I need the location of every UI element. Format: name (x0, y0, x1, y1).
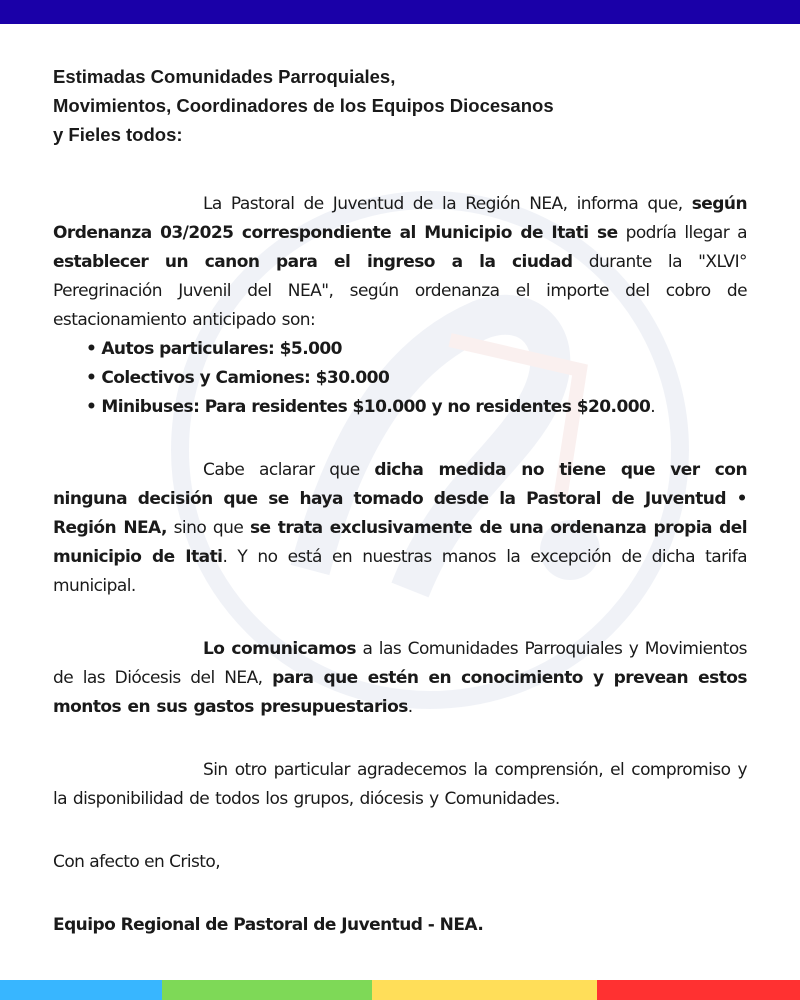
bullet-icon: • (86, 339, 97, 359)
salutation (53, 62, 747, 149)
fee-text: Colectivos y Camiones: $30.000 (101, 368, 390, 388)
text-span: La Pastoral de Juventud de la Región NEA, informa que, (203, 194, 683, 214)
text-span: a las Comunidades Parroquiales y Movimientos de las Diócesis del NEA, (53, 639, 747, 688)
text-span: . Y no está en nuestras manos la excepción de dicha tarifa municipal. (53, 547, 747, 596)
letter-body (53, 62, 747, 940)
footer-color-bar (0, 980, 800, 1000)
footer-segment-blue (0, 980, 162, 1000)
footer-segment-yellow (372, 980, 597, 1000)
fee-trail: . (650, 397, 656, 417)
text-span: Cabe aclarar que (203, 460, 360, 480)
fee-list (53, 335, 747, 422)
footer-segment-red (597, 980, 800, 1000)
header-color-bar (0, 0, 800, 24)
fee-item (86, 335, 747, 364)
bold-text: para que estén en conocimiento y prevean estos montos en sus gastos presupuestarios (53, 668, 747, 717)
signature: Equipo Regional de Pastoral de Juventud - NEA. (53, 915, 484, 935)
salutation-line: y Fieles todos: (53, 124, 183, 145)
closing: Con afecto en Cristo, (53, 852, 221, 872)
bold-text: se trata exclusivamente de una ordenanza propia del municipio de Itati (53, 518, 747, 567)
paragraph-thanks: Sin otro particular agradecemos la comprensión, el compromiso y la disponibilidad de todos los grupos, diócesis y Comunidades. (53, 760, 747, 809)
paragraph-clarification (53, 456, 747, 601)
text-span: durante la "XLVI° Peregrinación Juvenil del NEA", según ordenanza el importe del cobro de estacionamiento anticipado son: (53, 252, 747, 330)
bold-text: dicha medida no tiene que ver con ninguna decisión que se haya tomado desde la Pastoral de Juventud • Región NEA, (53, 460, 747, 538)
paragraph-communication (53, 635, 747, 722)
fee-item (86, 393, 747, 422)
bullet-icon: • (86, 368, 97, 388)
bullet-icon: • (86, 397, 97, 417)
bold-text: Lo comunicamos (203, 639, 356, 659)
text-span: sino que (173, 518, 244, 538)
fee-text: Autos particulares: $5.000 (101, 339, 342, 359)
text-span: . (407, 697, 413, 717)
bold-text: establecer un canon para el ingreso a la ciudad (53, 252, 573, 272)
salutation-line: Movimientos, Coordinadores de los Equipos Diocesanos (53, 95, 554, 116)
text-span: podría llegar a (625, 223, 748, 243)
footer-segment-green (162, 980, 372, 1000)
salutation-line: Estimadas Comunidades Parroquiales, (53, 66, 396, 87)
bold-text: según Ordenanza 03/2025 correspondiente al Municipio de Itati se (53, 194, 748, 243)
paragraph-announcement (53, 190, 747, 335)
fee-text: Minibuses: Para residentes $10.000 y no residentes $20.000 (101, 397, 651, 417)
fee-item (86, 364, 747, 393)
